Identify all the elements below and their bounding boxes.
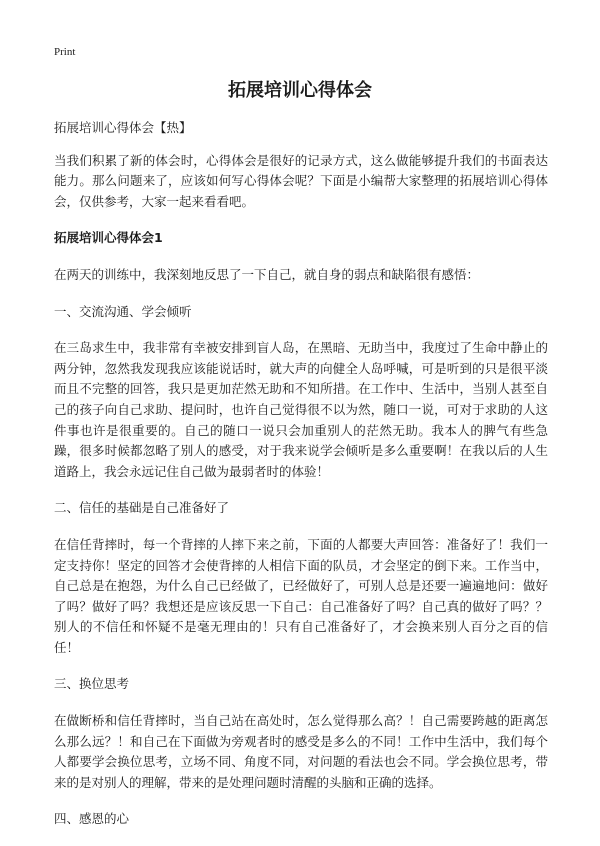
- document-title: 拓展培训心得体会: [228, 80, 372, 101]
- document-subtitle: 拓展培训心得体会【热】: [54, 120, 192, 135]
- part-heading: 二、信任的基础是自己准备好了: [54, 500, 230, 516]
- intro-paragraph: 当我们积累了新的体会时，心得体会是很好的记录方式，这么做能够提升我们的书面表达能力。那么问题来了，应该如何写心得体会呢？下面是小编帮大家整理的拓展培训心得体会，仅供参考，大家一起来看看吧。: [54, 152, 548, 209]
- part-body: 在信任背摔时，每一个背摔的人摔下来之前，下面的人都要大声回答：准备好了！我们一定支持你！坚定的回答才会使背摔的人相信下面的队员，才会坚定的倒下来。工作当中，自己总是在抱怨，为什么自己已经做了，已经做好了，可别人总是还要一遍遍地问：做好了吗？做好了吗？我想还是应该反思一下自己：自己准备好了吗？自己真的做好了吗？？别人的不信任和怀疑不是毫无理由的！只有自己准备好了，才会换来别人百分之百的信任！: [54, 536, 548, 655]
- print-link[interactable]: Print: [54, 46, 76, 58]
- section-title: 拓展培训心得体会1: [54, 230, 163, 246]
- part-heading: 一、交流沟通、学会倾听: [54, 303, 192, 319]
- part-body: 在三岛求生中，我非常有幸被安排到盲人岛，在黑暗、无助当中，我度过了生命中静止的两分钟，忽然我发现我应该能说话时，就大声的向健全人岛呼喊，可是听到的只是很平淡而且不完整的回答，我只是更加茫然无助和不知所措。在工作中、生活中，当别人甚至自己的孩子向自己求助、提问时，也许自己觉得很不以为然，随口一说，可对于求助的人这件事也许是很重要的。自己的随口一说只会加重别人的茫然无助。我本人的脾气有些急躁，很多时候都忽略了别人的感受，对于我来说学会倾听是多么重要啊！在我以后的人生道路上，我会永远记住自己做为最弱者时的体验！: [54, 340, 548, 479]
- part-heading: 四、感恩的心: [54, 811, 130, 827]
- part-heading: 三、换位思考: [54, 676, 130, 692]
- document-body: [54, 118, 548, 846]
- section-intro: 在两天的训练中，我深刻地反思了一下自己，就自身的弱点和缺陷很有感悟：: [54, 266, 480, 282]
- part-body: 在做断桥和信任背摔时，当自己站在高处时，怎么觉得那么高？！自己需要跨越的距离怎么那么远？！和自己在下面做为旁观者时的感受是多么的不同！工作中生活中，我们每个人都要学会换位思考，立场不同、角度不同，对问题的看法也会不同。学会换位思考，带来的是对别人的理解，带来的是处理问题时清醒的头脑和正确的选择。: [54, 713, 548, 790]
